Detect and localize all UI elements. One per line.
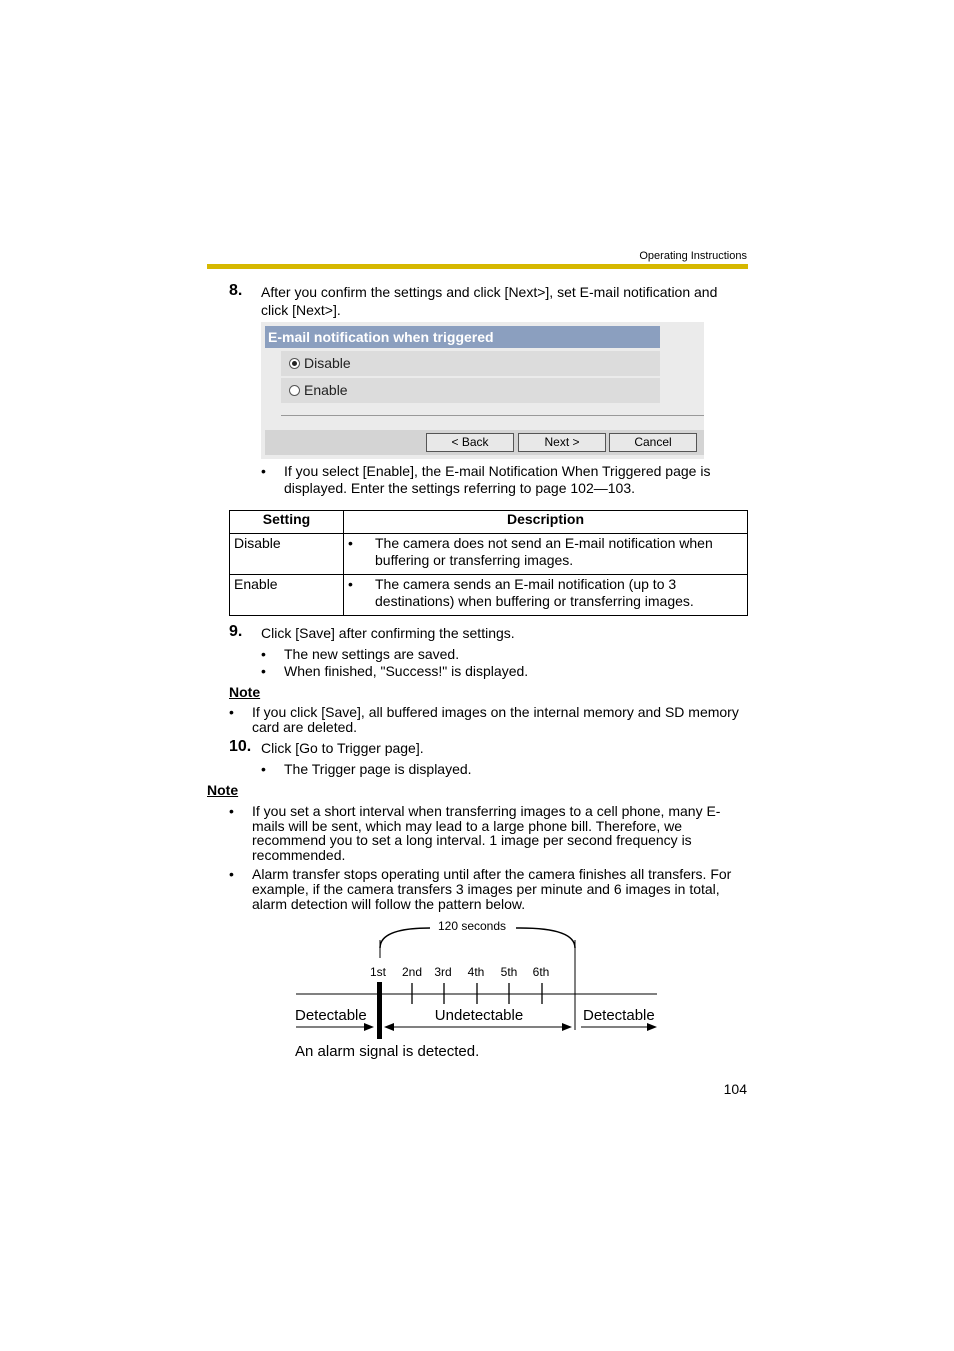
span-label: 120 seconds — [437, 919, 507, 933]
header-title: Operating Instructions — [639, 250, 747, 262]
tick-label: 2nd — [401, 965, 423, 979]
description-cell: • The camera sends an E-mail notification (up to 3 destinations) when buffering or transferring images. — [344, 575, 748, 616]
list-item: • If you select [Enable], the E-mail Notification When Triggered page is displayed. Enter the settings referring to page 102—103. — [261, 463, 711, 496]
back-button[interactable]: < Back — [426, 433, 514, 452]
alarm-marker — [377, 982, 382, 1039]
bullet-icon: • — [229, 704, 234, 720]
panel-title: E-mail notification when triggered — [265, 326, 660, 348]
list-item: • Alarm transfer stops operating until after the camera finishes all transfers. For example, if the camera transfers 3 images per minute and 6 images in total, alarm detection will follow the pattern below. — [229, 866, 732, 912]
step-text: Click [Go to Trigger page]. — [261, 740, 424, 756]
list-item: • The new settings are saved. — [261, 646, 460, 662]
column-header: Description — [344, 511, 748, 534]
bullet-icon: • — [261, 463, 266, 479]
bullet-icon: • — [261, 646, 266, 662]
region-label-detectable: Detectable — [583, 1007, 655, 1024]
tick-label: 1st — [369, 965, 387, 979]
arrow-left-icon — [384, 1023, 394, 1031]
arrow-right-icon — [562, 1023, 572, 1031]
setting-cell: Enable — [230, 575, 344, 616]
region-label-detectable: Detectable — [295, 1007, 367, 1024]
region-label-undetectable: Undetectable — [434, 1007, 524, 1024]
tick-label: 3rd — [434, 965, 452, 979]
tick-label: 6th — [532, 965, 550, 979]
step-number: 9. — [229, 623, 243, 640]
note-heading: Note — [207, 782, 239, 798]
bullet-icon: • — [229, 866, 234, 882]
page-number: 104 — [723, 1081, 747, 1097]
list-item: • When finished, "Success!" is displayed. — [261, 663, 529, 679]
arrow-right-icon — [647, 1023, 657, 1031]
step-number: 10. — [229, 738, 252, 755]
step-text: After you confirm the settings and click [Next>], set E-mail notification and — [261, 284, 718, 300]
step-text: click [Next>]. — [261, 302, 341, 318]
option-label: Enable — [304, 382, 348, 398]
description-cell: • The camera does not send an E-mail notification when buffering or transferring images. — [344, 534, 748, 575]
tick-label: 5th — [500, 965, 518, 979]
bullet-icon: • — [261, 761, 266, 777]
bullet-icon: • — [348, 576, 353, 592]
next-button[interactable]: Next > — [518, 433, 606, 452]
step-text: Click [Save] after confirming the settings. — [261, 625, 515, 641]
list-item: • The Trigger page is displayed. — [261, 761, 472, 777]
setting-cell: Disable — [230, 534, 344, 575]
bullet-icon: • — [348, 535, 353, 551]
list-item: • If you click [Save], all buffered images on the internal memory and SD memory card are deleted. — [229, 704, 739, 735]
step-number: 8. — [229, 282, 243, 299]
cancel-button[interactable]: Cancel — [609, 433, 697, 452]
bullet-icon: • — [261, 663, 266, 679]
diagram-caption: An alarm signal is detected. — [295, 1043, 480, 1060]
tick-label: 4th — [467, 965, 485, 979]
column-header: Setting — [230, 511, 344, 534]
arrow-right-icon — [364, 1023, 374, 1031]
bullet-icon: • — [229, 803, 234, 819]
list-item: • If you set a short interval when transferring images to a cell phone, many E- mails will be sent, which may lead to a large phone bill. Therefore, we recommend you to set a long interval. 1 image per second frequency is recommended. — [229, 803, 721, 864]
note-heading: Note — [229, 684, 261, 700]
option-label: Disable — [304, 355, 351, 371]
